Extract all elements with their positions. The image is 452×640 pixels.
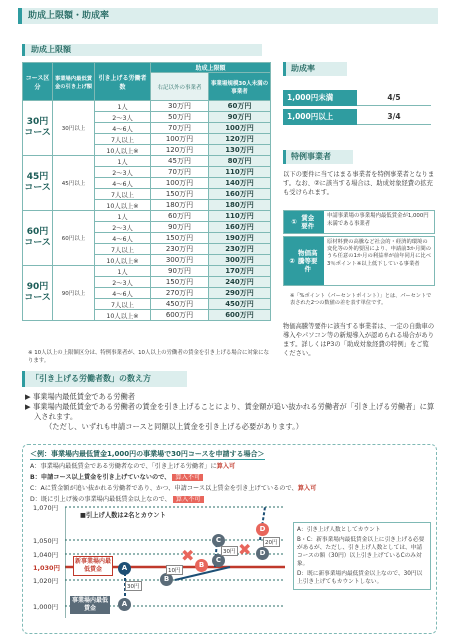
label-minwage-new: 新事業場内最低賃金 — [73, 556, 113, 576]
diff-label: 30円 — [125, 581, 142, 591]
page-title: 助成上限額・助成率 — [28, 11, 110, 21]
side-d: D：既に新事業場内最低賃金以上なので、30円以上引き上げてもカウントしない。 — [297, 571, 423, 585]
limit-small-cell: 190万円 — [209, 233, 271, 244]
limit-small-cell: 90万円 — [209, 112, 271, 123]
workers-cell: 10人以上※ — [95, 255, 151, 266]
side-note-box — [293, 522, 431, 590]
side-bc: B・C：新事業場内最低賃金以上に引き上げる必要があるが、ただし、引き上げ人数としては、申請コースの額（30円）以上引き上げているCのみ対象。 — [297, 537, 425, 567]
cross-b: ✖ — [181, 546, 195, 565]
limit-small-cell: 140万円 — [209, 178, 271, 189]
limit-small-cell: 110万円 — [209, 211, 271, 222]
limit-other-cell: 230万円 — [151, 244, 209, 255]
workers-cell: 2～3人 — [95, 222, 151, 233]
limit-other-cell: 60万円 — [151, 211, 209, 222]
limit-other-cell: 90万円 — [151, 266, 209, 277]
rate-table — [283, 90, 431, 125]
course-name: 45円コース — [23, 156, 53, 211]
workers-cell: 4～6人 — [95, 123, 151, 134]
col-minwage: 事業場内最低賃金の引き上げ額 — [53, 63, 95, 101]
special-label-wage: ① 賃金要件 — [284, 211, 324, 233]
marker-c-new: C — [212, 554, 225, 567]
diff-label: 10円 — [166, 565, 183, 575]
special-note: ※「%ポイント（パーセントポイント）」とは、パーセントで表された2つの数値の差を表す単位です。 — [290, 293, 432, 306]
limit-other-cell: 150万円 — [151, 277, 209, 288]
limit-small-cell: 160万円 — [209, 189, 271, 200]
axis-label: 1,050円 — [33, 537, 59, 545]
col-workers: 引き上げる労働者数 — [95, 63, 151, 101]
limit-small-cell: 600万円 — [209, 310, 271, 321]
example-line: A：事業場内最低賃金である労働者なので、「引き上げる労働者」に算入可 — [30, 463, 236, 470]
limit-row — [23, 266, 271, 277]
rate-row — [283, 109, 431, 125]
course-raise: 60円以上 — [53, 211, 95, 266]
example-line: B：申請コース以上賃金を引き上げていないので、 算入不可 — [30, 472, 430, 483]
limit-row — [23, 101, 271, 112]
limit-other-cell: 600万円 — [151, 310, 209, 321]
limit-other-cell: 150万円 — [151, 233, 209, 244]
marker-a: A — [118, 562, 131, 575]
limit-small-cell: 110万円 — [209, 167, 271, 178]
tag-ok: 算入可 — [297, 485, 317, 492]
rate-value: 4/5 — [387, 93, 401, 102]
limit-other-cell: 300万円 — [151, 255, 209, 266]
col-other: 右記以外の事業者 — [151, 73, 209, 101]
workers-cell: 2～3人 — [95, 277, 151, 288]
limit-small-cell: 60万円 — [209, 101, 271, 112]
limit-title-bar — [22, 44, 262, 56]
axis-label: 1,070円 — [33, 504, 59, 512]
workers-cell: 1人 — [95, 156, 151, 167]
rate-value: 3/4 — [387, 112, 401, 121]
limit-other-cell: 50万円 — [151, 112, 209, 123]
limit-table — [22, 62, 271, 321]
limit-other-cell: 120万円 — [151, 145, 209, 156]
limit-small-cell: 160万円 — [209, 222, 271, 233]
example-lines — [30, 461, 430, 505]
side-a: A：引き上げ人数としてカウント — [297, 527, 381, 533]
rate-title: 助成率 — [291, 64, 315, 73]
workers-cell: 1人 — [95, 266, 151, 277]
cross-d: ✖ — [238, 540, 252, 559]
marker-c: C — [212, 534, 225, 547]
workers-cell: 2～3人 — [95, 112, 151, 123]
diff-label: 30円 — [221, 546, 238, 556]
marker-a-old: A — [118, 598, 131, 611]
limit-small-cell: 300万円 — [209, 255, 271, 266]
limit-other-cell: 450万円 — [151, 299, 209, 310]
limit-note: ※ 10人以上の上限額区分は、特例事業者が、10人以上の労働者の賃金を引き上げる場合に対象になります。 — [28, 350, 269, 364]
special-title: 特例事業者 — [291, 152, 331, 161]
axis-label: 1,030円 — [33, 564, 61, 572]
special-item-price — [283, 236, 435, 286]
rate-title-bar — [283, 62, 347, 76]
limit-row — [23, 156, 271, 167]
limit-other-cell: 70万円 — [151, 167, 209, 178]
diff-label: 20円 — [263, 537, 280, 547]
count-bullet: ▶ 事業場内最低賃金である労働者 — [25, 392, 136, 401]
limit-small-cell: 180万円 — [209, 200, 271, 211]
limit-small-cell: 120万円 — [209, 134, 271, 145]
limit-other-cell: 100万円 — [151, 134, 209, 145]
marker-b-new: B — [195, 559, 208, 572]
workers-cell: 4～6人 — [95, 178, 151, 189]
course-raise: 45円以上 — [53, 156, 95, 211]
limit-small-cell: 240万円 — [209, 277, 271, 288]
limit-small-cell: 230万円 — [209, 244, 271, 255]
rate-row — [283, 90, 431, 106]
count-bullet-note: （ただし、いずれも申請コースと同額以上賃金を引き上げる必要があります。） — [45, 422, 304, 431]
marker-b: B — [160, 573, 173, 586]
limit-other-cell: 270万円 — [151, 288, 209, 299]
workers-cell: 10人以上※ — [95, 145, 151, 156]
workers-cell: 2～3人 — [95, 167, 151, 178]
limit-title: 助成上限額 — [31, 45, 71, 54]
limit-small-cell: 100万円 — [209, 123, 271, 134]
limit-other-cell: 30万円 — [151, 101, 209, 112]
workers-cell: 4～6人 — [95, 233, 151, 244]
marker-d-new: D — [256, 547, 269, 560]
tag-ng: 算入不可 — [172, 474, 203, 481]
count-bullet: ▶ 事業場内最低賃金である労働者の賃金を引き上げることにより、賃金額が追い抜かれる労働者が「引き上げる労働者」に算入されます。 — [25, 402, 435, 421]
special-title-bar — [283, 150, 353, 164]
workers-cell: 1人 — [95, 211, 151, 222]
workers-cell: 1人 — [95, 101, 151, 112]
special-text-wage: 申請事業場の事業場内最低賃金が1,000円未満である事業者 — [327, 213, 429, 227]
course-raise: 90円以上 — [53, 266, 95, 321]
special-label-price: ② 物価高騰等要件 — [284, 237, 324, 285]
example-title: ＜例：事業場内最低賃金1,000円の事業場で30円コースを申請する場合＞ — [30, 450, 265, 458]
tag-ok: 算入可 — [216, 463, 236, 470]
limit-other-cell: 150万円 — [151, 189, 209, 200]
limit-other-cell: 100万円 — [151, 178, 209, 189]
limit-small-cell: 80万円 — [209, 156, 271, 167]
axis-label: 1,000円 — [33, 603, 59, 611]
limit-other-cell: 180万円 — [151, 200, 209, 211]
col-small: 事業場規模30人未満の事業者 — [209, 73, 271, 101]
workers-cell: 7人以上 — [95, 134, 151, 145]
special-intro: 以下の要件に当てはまる事業者を特例事業者となります。なお、②に該当する場合は、助成対象経費の拡充も受けられます。 — [283, 171, 435, 196]
rate-label: 1,000円以上 — [283, 109, 357, 125]
limit-small-cell: 290万円 — [209, 288, 271, 299]
limit-small-cell: 130万円 — [209, 145, 271, 156]
col-limit: 助成上限額 — [151, 63, 271, 73]
limit-other-cell: 70万円 — [151, 123, 209, 134]
workers-cell: 10人以上※ — [95, 200, 151, 211]
count-title-bar — [22, 371, 187, 387]
marker-d: D — [256, 523, 269, 536]
special-text-price: 原材料費の高騰など社会的・経済的環境の変化等の外的要因により、申請前3か月間のうち任意の1か月の利益率が前年同月に比べ3％ポイント※以上低下している事業者 — [327, 239, 432, 267]
limit-row — [23, 211, 271, 222]
axis-label: 1,040円 — [33, 551, 59, 559]
special-item-wage — [283, 210, 435, 234]
label-minwage-old: 事業場内最低賃金 — [71, 597, 108, 612]
rate-label: 1,000円未満 — [283, 90, 357, 106]
workers-cell: 7人以上 — [95, 244, 151, 255]
workers-cell: 7人以上 — [95, 189, 151, 200]
workers-cell: 10人以上※ — [95, 310, 151, 321]
limit-small-cell: 170万円 — [209, 266, 271, 277]
special-desc: 物価高騰等要件に該当する事業者は、一定の自動車の導入やパソコン等の新規導入が認められる場合があります。詳しくはP3の「助成対象経費の特例」をご覧ください。 — [283, 323, 435, 357]
course-raise: 30円以上 — [53, 101, 95, 156]
workers-cell: 7人以上 — [95, 299, 151, 310]
workers-cell: 4～6人 — [95, 288, 151, 299]
example-line: C：Aに賃金額が追い抜かれる労働者であり、かつ、申請コース以上賃金を引き上げているので、算入可 — [30, 485, 317, 492]
diagram-count-note: ■引上げ人数は2名とカウント — [80, 512, 166, 519]
tag-ng: 算入不可 — [173, 496, 204, 503]
count-title: 「引き上げる労働者数」の数え方 — [31, 374, 151, 383]
example-line: D：既に引上げ後の事業場内最低賃金以上なので、 算入不可 — [30, 494, 430, 505]
limit-other-cell: 90万円 — [151, 222, 209, 233]
course-name: 90円コース — [23, 266, 53, 321]
course-name: 30円コース — [23, 101, 53, 156]
course-name: 60円コース — [23, 211, 53, 266]
page-header — [18, 8, 438, 24]
limit-other-cell: 45万円 — [151, 156, 209, 167]
count-bullets — [25, 392, 435, 432]
limit-small-cell: 450万円 — [209, 299, 271, 310]
axis-label: 1,020円 — [33, 577, 59, 585]
col-course: コース区分 — [23, 63, 53, 101]
